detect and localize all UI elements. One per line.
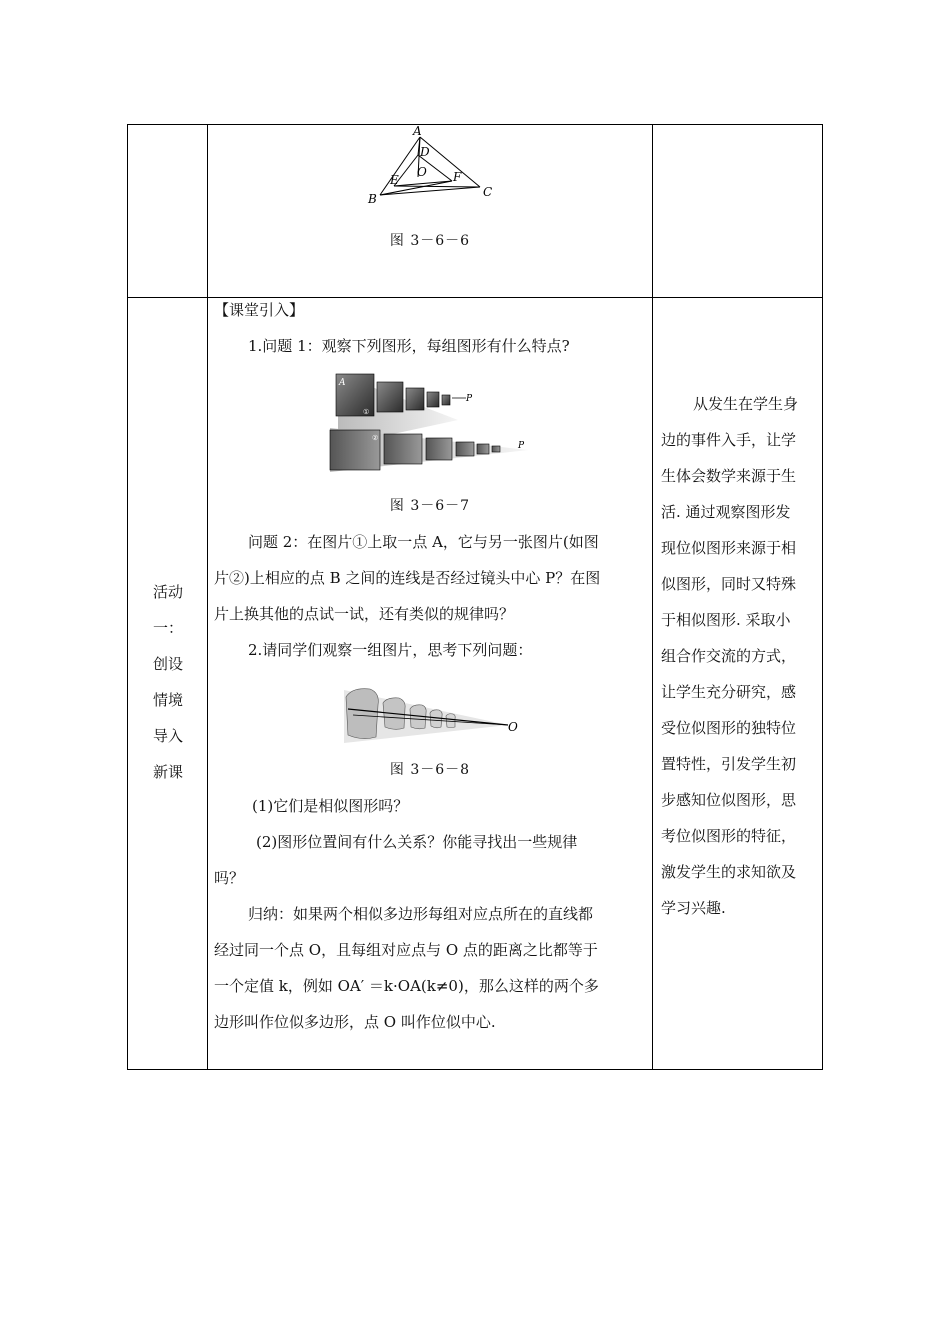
design-intent-line: 现位似图形来源于相 [661, 539, 797, 557]
design-intent-line: 边的事件入手，让学 [661, 431, 797, 449]
summary-line: 边形叫作位似多边形，点 O 叫作位似中心. [214, 1013, 496, 1031]
summary-line: 归纳：如果两个相似多边形每组对应点所在的直线都 [248, 905, 594, 923]
activity-label-line: 创设 [152, 655, 183, 673]
sub-question-1: (1)它们是相似图形吗？ [252, 797, 409, 815]
summary-line: 一个定值 k，例如 OA′ ＝k·OA(k≠0)，那么这样的两个多 [214, 977, 599, 995]
design-intent-cell [653, 298, 822, 1069]
summary-line: 经过同一个点 O，且每组对应点与 O 点的距离之比都等于 [214, 941, 598, 959]
question-2-line: 片②)上相应的点 B 之间的连线是否经过镜头中心 P？在图 [214, 569, 601, 587]
design-intent-line: 生体会数学来源于生 [661, 467, 797, 485]
label-F: F [453, 170, 462, 184]
question-2-line: 片上换其他的点试一试，还有类似的规律吗？ [214, 605, 515, 623]
design-intent-line: 考位似图形的特征， [661, 827, 797, 845]
sub-question-2-line: (2)图形位置间有什么关系？你能寻找出一些规律 [256, 833, 578, 851]
question-3: 2.请同学们观察一组图片，思考下列问题： [248, 641, 533, 659]
label-circled-2: ② [372, 434, 379, 442]
design-intent-line: 激发学生的求知欲及 [661, 863, 797, 881]
activity-label-line: 导入 [152, 727, 183, 745]
label-A-photo: A [339, 378, 346, 388]
label-C: C [483, 185, 493, 199]
row1-figure-cell [208, 125, 652, 297]
label-D: D [420, 145, 430, 159]
design-intent-line: 于相似图形. 采取小 [661, 611, 791, 629]
design-intent-line: 步感知位似图形，思 [661, 791, 797, 809]
figure-caption-3-6-8: 图 3－6－8 [389, 762, 471, 778]
design-intent-line: 从发生在学生身 [693, 395, 799, 413]
design-intent-line: 组合作交流的方式， [661, 647, 797, 665]
figure-3-6-8-rays [208, 675, 652, 745]
label-P-top: P [466, 394, 473, 404]
question-2-line: 问题 2：在图片①上取一点 A，它与另一张图片(如图 [248, 533, 599, 551]
label-P-bottom: P [518, 441, 525, 451]
figure-caption-3-6-7: 图 3－6－7 [389, 498, 471, 514]
triangle-figure [208, 125, 652, 225]
activity-label-line: 一： [152, 619, 183, 637]
sub-question-2-line: 吗？ [214, 869, 245, 887]
lesson-table [127, 124, 823, 1070]
design-intent-line: 活. 通过观察图形发 [661, 503, 791, 521]
design-intent-line: 似图形，同时又特殊 [661, 575, 797, 593]
design-intent-line: 置特性，引发学生初 [661, 755, 797, 773]
section-title: 【课堂引入】 [214, 301, 305, 319]
design-intent-line: 学习兴趣. [661, 899, 726, 917]
activity-cell [128, 298, 207, 1069]
content-cell [208, 298, 652, 1069]
label-O: O [417, 165, 427, 179]
label-A: A [413, 125, 422, 138]
design-intent-line: 受位似图形的独特位 [661, 719, 797, 737]
figure-caption-3-6-6: 图 3－6－6 [389, 233, 471, 249]
design-intent-line: 让学生充分研究，感 [661, 683, 797, 701]
label-O-center: O [508, 720, 518, 734]
label-circled-1: ① [363, 408, 370, 416]
activity-label-line: 情境 [152, 691, 183, 709]
figure-3-6-7-photos [208, 368, 652, 480]
label-E: E [390, 173, 399, 187]
label-B: B [368, 192, 377, 206]
question-1: 1.问题 1：观察下列图形，每组图形有什么特点? [248, 337, 570, 355]
activity-label-line: 新课 [152, 763, 183, 781]
activity-label-line: 活动 [152, 583, 183, 601]
